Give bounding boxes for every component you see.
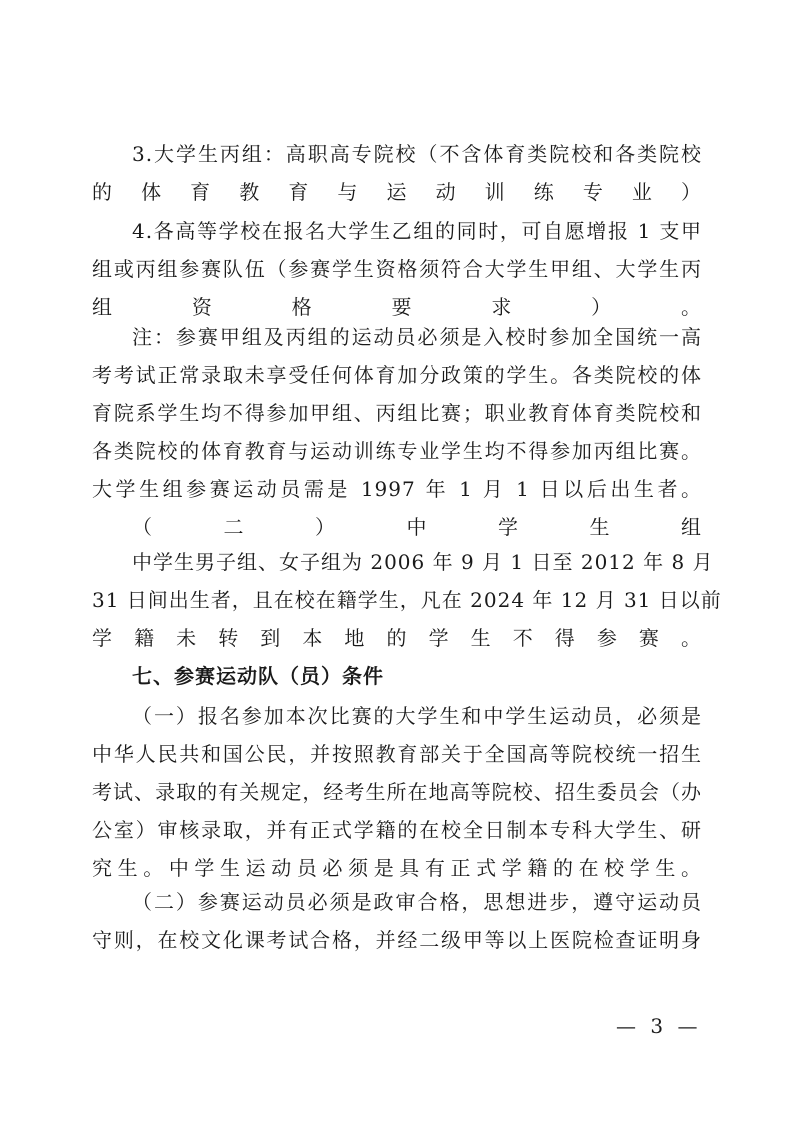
subheading-middle-school (92, 508, 702, 546)
paragraph-group-c (92, 135, 702, 211)
text-line: 3.大学生丙组：高职高专院校（不含体育类院校和各类院校 (132, 142, 702, 166)
paragraph-eligibility-1 (92, 697, 702, 887)
text-line: 组或丙组参赛队伍（参赛学生资格须符合大学生甲组、大学生丙 (92, 257, 702, 281)
text-line: 4.各高等学校在报名大学生乙组的同时，可自愿增报 1 支甲 (132, 219, 702, 243)
text-line: 学籍未转到本地的学生不得参赛。 (92, 626, 702, 650)
page-number: — 3 — (616, 1014, 702, 1038)
paragraph-eligibility-2 (92, 883, 702, 959)
text-line: 31 日间出生者，且在校在籍学生，凡在 2024 年 12 月 31 日以前 (92, 588, 722, 612)
text-line: （二）参赛运动员必须是政审合格，思想进步，遵守运动员 (132, 890, 702, 914)
text-line: 考试、录取的有关规定，经考生所在地高等院校、招生委员会（办 (92, 780, 702, 804)
section-heading: 七、参赛运动队（员）条件 (132, 664, 384, 688)
text-line: （二）中学生组 (132, 515, 702, 539)
text-line: 注：参赛甲组及丙组的运动员必须是入校时参加全国统一高 (132, 325, 702, 349)
text-line: 考考试正常录取未享受任何体育加分政策的学生。各类院校的体 (92, 363, 702, 387)
text-line: 组资格要求）。 (92, 295, 702, 319)
text-line: 的体育教育与运动训练专业） (92, 180, 702, 204)
text-line: （一）报名参加本次比赛的大学生和中学生运动员，必须是 (132, 704, 702, 728)
text-line: 中学生男子组、女子组为 2006 年 9 月 1 日至 2012 年 8 月 (132, 550, 714, 574)
text-line: 公室）审核录取，并有正式学籍的在校全日制本专科大学生、研 (92, 818, 702, 842)
paragraph-middle-school (92, 543, 722, 657)
text-line: 育院系学生均不得参加甲组、丙组比赛；职业教育体育类院校和 (92, 401, 702, 425)
paragraph-note (92, 318, 702, 508)
text-line: 各类院校的体育教育与运动训练专业学生均不得参加丙组比赛。 (92, 439, 702, 463)
text-line: 守则，在校文化课考试合格，并经二级甲等以上医院检查证明身 (92, 928, 702, 952)
text-line: 大学生组参赛运动员需是 1997 年 1 月 1 日以后出生者。 (92, 477, 702, 501)
paragraph-extra-team (92, 212, 702, 326)
text-line: 中华人民共和国公民，并按照教育部关于全国高等院校统一招生 (92, 742, 702, 766)
text-line: 究生。中学生运动员必须是具有正式学籍的在校学生。 (92, 856, 702, 880)
